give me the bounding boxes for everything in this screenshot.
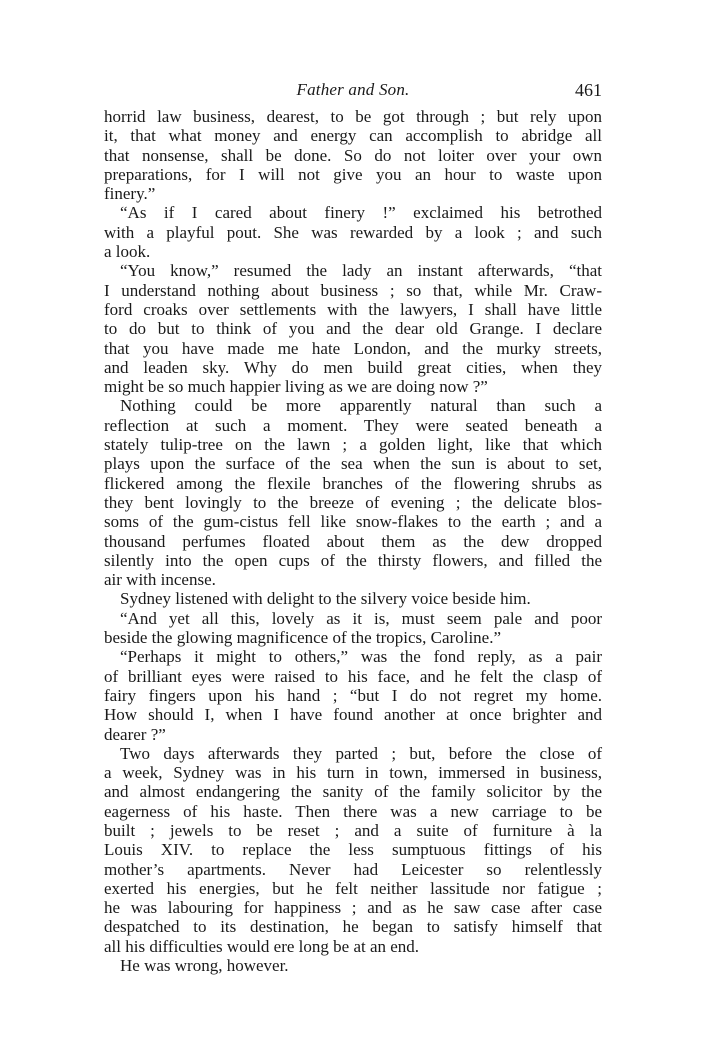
text-line: they bent lovingly to the breeze of evening ; the delicate blos- (104, 492, 602, 512)
text-line: and almost endangering the sanity of the family solicitor by the (104, 782, 602, 802)
text-line: He was wrong, however. (120, 956, 289, 976)
text-line: a look. (104, 242, 151, 262)
text-line: I understand nothing about business ; so that, while Mr. Craw- (104, 280, 602, 300)
text-line: Two days afterwards they parted ; but, before the close of (120, 743, 602, 763)
text-line: stately tulip-tree on the lawn ; a golden light, like that which (104, 435, 602, 455)
text-line: ford croaks over settlements with the lawyers, I shall have little (104, 299, 602, 319)
text-line: reflection at such a moment. They were seated beneath a (104, 415, 602, 435)
text-line: How should I, when I have found another at once brighter and (104, 705, 602, 725)
paragraph (104, 647, 602, 743)
text-line: it, that what money and energy can accomplish to abridge all (104, 126, 602, 146)
text-line: “As if I cared about finery !” exclaimed his betrothed (120, 203, 602, 223)
paragraph (104, 744, 602, 956)
text-line: to do but to think of you and the dear old Grange. I declare (104, 319, 602, 339)
text-line: all his difficulties would ere long be at an end. (104, 936, 420, 956)
text-line: soms of the gum-cistus fell like snow-flakes to the earth ; and a (104, 512, 602, 532)
text-line: beside the glowing magnificence of the tropics, Caroline.” (104, 628, 502, 648)
text-line: preparations, for I will not give you an hour to waste upon (104, 164, 602, 184)
text-line: and leaden sky. Why do men build great cities, when they (104, 357, 602, 377)
text-line: might be so much happier living as we are doing now ?” (104, 377, 488, 397)
text-line: fairy fingers upon his hand ; “but I do not regret my home. (104, 685, 602, 705)
paragraph (104, 261, 602, 396)
text-line: eagerness of his haste. Then there was a new carriage to be (104, 801, 602, 821)
text-line: Louis XIV. to replace the less sumptuous fittings of his (104, 840, 602, 860)
running-head (104, 80, 602, 102)
text-line: finery.” (104, 184, 156, 204)
text-line: air with incense. (104, 570, 216, 590)
body-text (104, 107, 602, 975)
text-line: “And yet all this, lovely as it is, must seem pale and poor (120, 608, 602, 628)
paragraph (104, 609, 602, 648)
text-line: with a playful pout. She was rewarded by a look ; and such (104, 222, 602, 242)
text-line: dearer ?” (104, 724, 166, 744)
text-line: horrid law business, dearest, to be got through ; but rely upon (104, 107, 602, 126)
text-line: silently into the open cups of the thirsty flowers, and filled the (104, 550, 602, 570)
text-line: “Perhaps it might to others,” was the fond reply, as a pair (120, 647, 602, 667)
paragraph (104, 956, 602, 975)
text-line: built ; jewels to be reset ; and a suite of furniture à la (104, 820, 602, 840)
text-line: despatched to its destination, he began to satisfy himself that (104, 917, 602, 937)
text-line: of brilliant eyes were raised to his face, and he felt the clasp of (104, 666, 602, 686)
paragraph (104, 589, 602, 608)
text-line: flickered among the flexile branches of the flowering shrubs as (104, 473, 602, 493)
text-line: Sydney listened with delight to the silvery voice beside him. (120, 589, 531, 609)
page-number: 461 (575, 80, 602, 100)
text-line: he was labouring for happiness ; and as he saw case after case (104, 898, 602, 918)
text-line: a week, Sydney was in his turn in town, immersed in business, (104, 763, 602, 783)
text-line: thousand perfumes floated about them as the dew dropped (104, 531, 602, 551)
text-line: that nonsense, shall be done. So do not loiter over your own (104, 145, 602, 165)
paragraph (104, 107, 602, 203)
text-line: plays upon the surface of the sea when the sun is about to set, (104, 454, 602, 474)
running-title: Father and Son. (296, 80, 410, 99)
paragraph (104, 396, 602, 589)
text-line: Nothing could be more apparently natural than such a (120, 396, 602, 416)
text-line: “You know,” resumed the lady an instant afterwards, “that (120, 261, 602, 281)
text-line: mother’s apartments. Never had Leicester so relentlessly (104, 859, 602, 879)
text-line: that you have made me hate London, and the murky streets, (104, 338, 602, 358)
paragraph (104, 203, 602, 261)
text-line: exerted his energies, but he felt neither lassitude nor fatigue ; (104, 878, 602, 898)
